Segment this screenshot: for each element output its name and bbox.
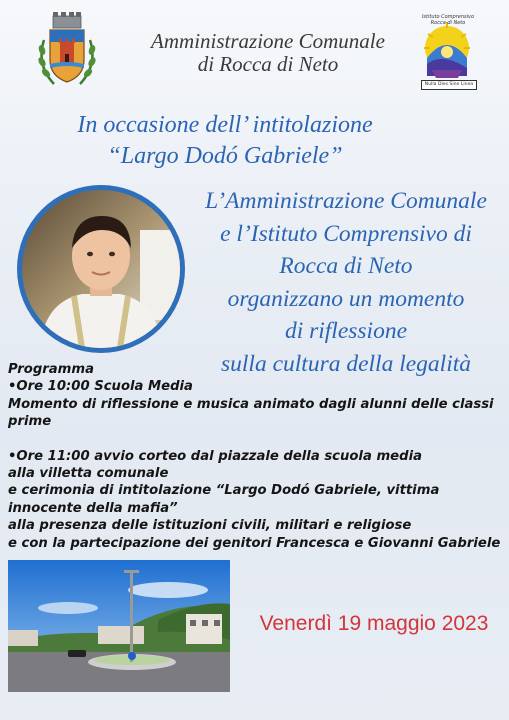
occasion-line-1: In occasione dell’ intitolazione (77, 112, 373, 138)
programme-section (8, 361, 504, 552)
announcement-line: Rocca di Neto (279, 253, 413, 279)
programme-line: •Ore 11:00 avvio corteo dal piazzale della scuola media (8, 448, 422, 464)
municipal-crest-icon (36, 10, 98, 90)
programme-line: e con la partecipazione dei genitori Francesca e Giovanni Gabriele (8, 535, 501, 551)
roundabout-photo (8, 560, 230, 692)
announcement-line: L’Amministrazione Comunale (205, 188, 487, 214)
occasion-heading (40, 110, 410, 172)
programme-heading: Programma (8, 362, 95, 377)
portrait-photo (22, 190, 180, 348)
programme-line: alla presenza delle istituzioni civili, militari e religiose (8, 518, 412, 534)
header-line-2: di Rocca di Neto (197, 52, 339, 76)
event-date: Venerdì 19 maggio 2023 (259, 612, 489, 635)
announcement-line: e l’Istituto Comprensivo di (220, 220, 472, 247)
header-line-1: Amministrazione Comunale (151, 29, 385, 53)
school-logo-motto: Nulla Dies Sine Linea (421, 80, 477, 90)
announcement-line: di riflessione (284, 318, 408, 344)
page-title (118, 30, 418, 76)
programme-line: •Ore 10:00 Scuola Media (8, 379, 193, 395)
programme-line: alla villetta comunale (8, 466, 169, 482)
school-logo-caption: Istituto Comprensivo Rocca di Neto (421, 14, 475, 26)
announcement-text (188, 185, 504, 380)
programme-line: Momento di riflessione e musica animato dagli alunni delle classi prime (8, 396, 494, 430)
occasion-line-2: “Largo Dodó Gabriele” (107, 143, 343, 169)
announcement-line: organizzano un momento (227, 285, 465, 312)
announcement-line: sulla cultura della legalità (221, 350, 471, 377)
programme-line: e cerimonia di intitolazione “Largo Dodó Gabriele, vittima innocente della mafia” (8, 483, 440, 516)
